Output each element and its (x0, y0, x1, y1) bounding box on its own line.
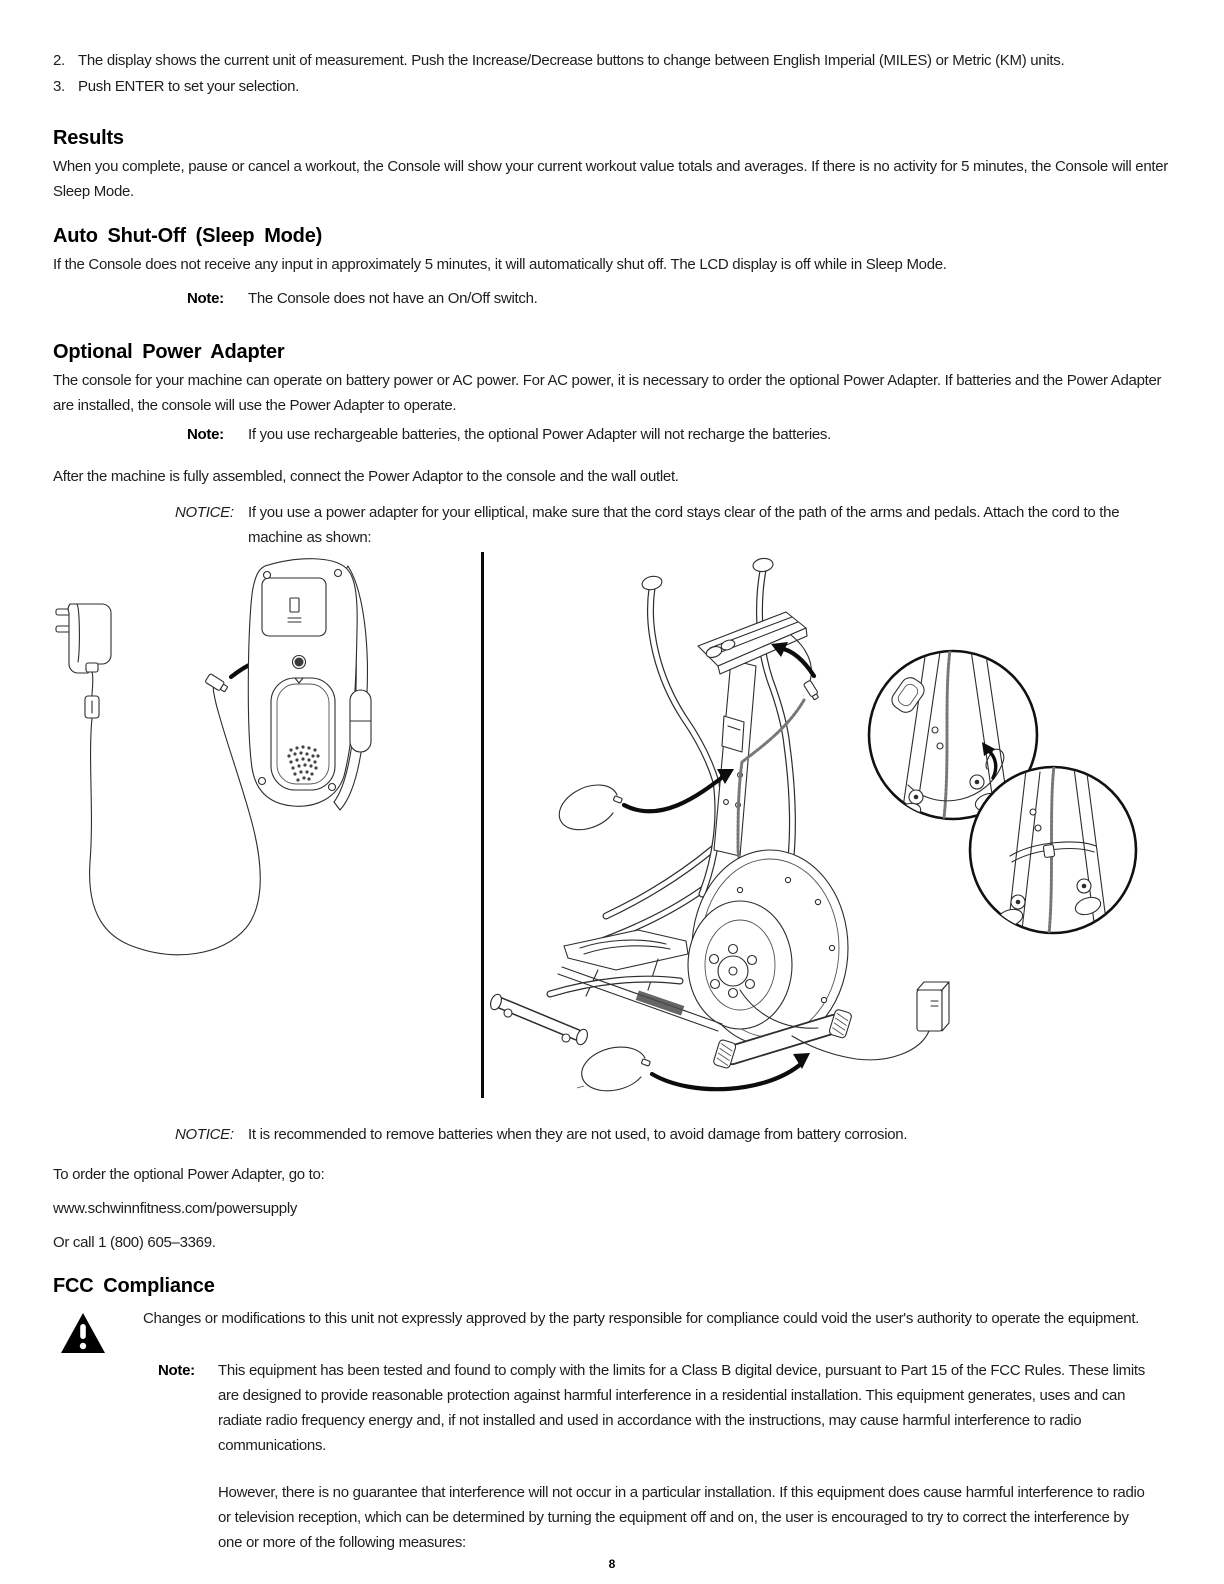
order-url: www.schwinnfitness.com/powersupply (53, 1200, 298, 1217)
console-recess (271, 678, 335, 790)
mast-column (714, 660, 756, 856)
note-text: If you use rechargeable batteries, the optional Power Adapter will not recharge the batteries. (248, 426, 831, 443)
note-label: Note: (187, 290, 224, 307)
left-handlebar (641, 575, 718, 894)
notice-label: NOTICE: (175, 1126, 234, 1143)
note-text: This equipment has been tested and found to comply with the limits for a Class B digital device, pursuant to Part 15 of the FCC Rules. These limits are designed to provide reasonable protection against harmful interference in a residential installation. This equipment generates, uses and can radiate radio frequency energy and, if not installed and used in accordance with the instructions, may cause harmful interference to radio communications. (218, 1362, 1145, 1454)
cord-connector (205, 673, 229, 693)
notice-label: NOTICE: (175, 504, 234, 521)
figure-divider-rule (481, 552, 484, 1098)
auto-shutoff-heading: Auto Shut-Off (Sleep Mode) (53, 225, 323, 247)
note-label: Note: (187, 426, 224, 443)
detail-inset-2 (970, 766, 1136, 934)
note-label: Note: (158, 1362, 195, 1379)
page-number: 8 (608, 1557, 616, 1571)
power-adapter-heading: Optional Power Adapter (53, 341, 285, 363)
power-adapter-console-figure (50, 550, 480, 1005)
note-text: The Console does not have an On/Off switch. (248, 290, 538, 307)
notice-text: It is recommended to remove batteries when they are not used, to avoid damage from battery corrosion. (248, 1126, 908, 1143)
console-cord-connector (803, 680, 820, 700)
right-handlebar (752, 557, 792, 880)
list-text: Push ENTER to set your selection. (78, 78, 300, 95)
warning-triangle-icon (60, 1312, 106, 1354)
console-arrow (780, 648, 814, 676)
battery-door (262, 578, 326, 636)
order-line: To order the optional Power Adapter, go to: (53, 1166, 325, 1183)
plug-prong (56, 626, 70, 632)
order-phone: Or call 1 (800) 605–3369. (53, 1234, 216, 1251)
results-heading: Results (53, 127, 124, 149)
rear-stabilizer (489, 993, 590, 1046)
console-rear-view (248, 559, 371, 810)
list-text: The display shows the current unit of measurement. Push the Increase/Decrease buttons to change between English Imperial (MILES) or Metric (KM) units. (78, 52, 1065, 69)
wall-plug-adapter (56, 604, 111, 718)
cord-loop-mid (559, 785, 622, 830)
auto-shutoff-body: If the Console does not receive any input in approximately 5 minutes, it will automatically shut off. The LCD display is off while in Sleep Mode. (53, 256, 947, 273)
power-adapter-body2: After the machine is fully assembled, connect the Power Adaptor to the console and the wall outlet. (53, 468, 679, 485)
power-adapter-body1: The console for your machine can operate on battery power or AC power. For AC power, it is necessary to order the optional Power Adapter. If batteries and the Power Adapter are installed, the console will use the Power Adapter to operate. (53, 372, 1162, 414)
mid-arrow (624, 776, 724, 811)
pedal-platform (550, 930, 688, 996)
model-label (636, 990, 685, 1015)
list-number: 3. (53, 78, 65, 95)
notice-text: If you use a power adapter for your elliptical, make sure that the cord stays clear of the path of the arms and pedals. Attach the cord to the machine as shown: (248, 504, 1120, 546)
fcc-warning-text: Changes or modifications to this unit not expressly approved by the party responsible for compliance could void the user's authority to operate the equipment. (143, 1310, 1140, 1327)
list-number: 2. (53, 52, 65, 69)
fcc-heading: FCC Compliance (53, 1275, 215, 1297)
cord-loop-bottom (577, 1047, 650, 1091)
elliptical-cord-figure (488, 550, 1178, 1100)
adapter-cord (90, 672, 261, 955)
results-body: When you complete, pause or cancel a workout, the Console will show your current workout value totals and averages. If there is no activity for 5 minutes, the Console will enter Sleep Mode. (53, 158, 1168, 200)
power-jack (295, 658, 304, 667)
fcc-note-continued: However, there is no guarantee that interference will not occur in a particular installation. If this equipment does cause harmful interference to radio or television reception, which can be determined by turning the equipment off and on, the user is encouraged to try to correct the interference by one or more of the following measures: (218, 1484, 1145, 1551)
